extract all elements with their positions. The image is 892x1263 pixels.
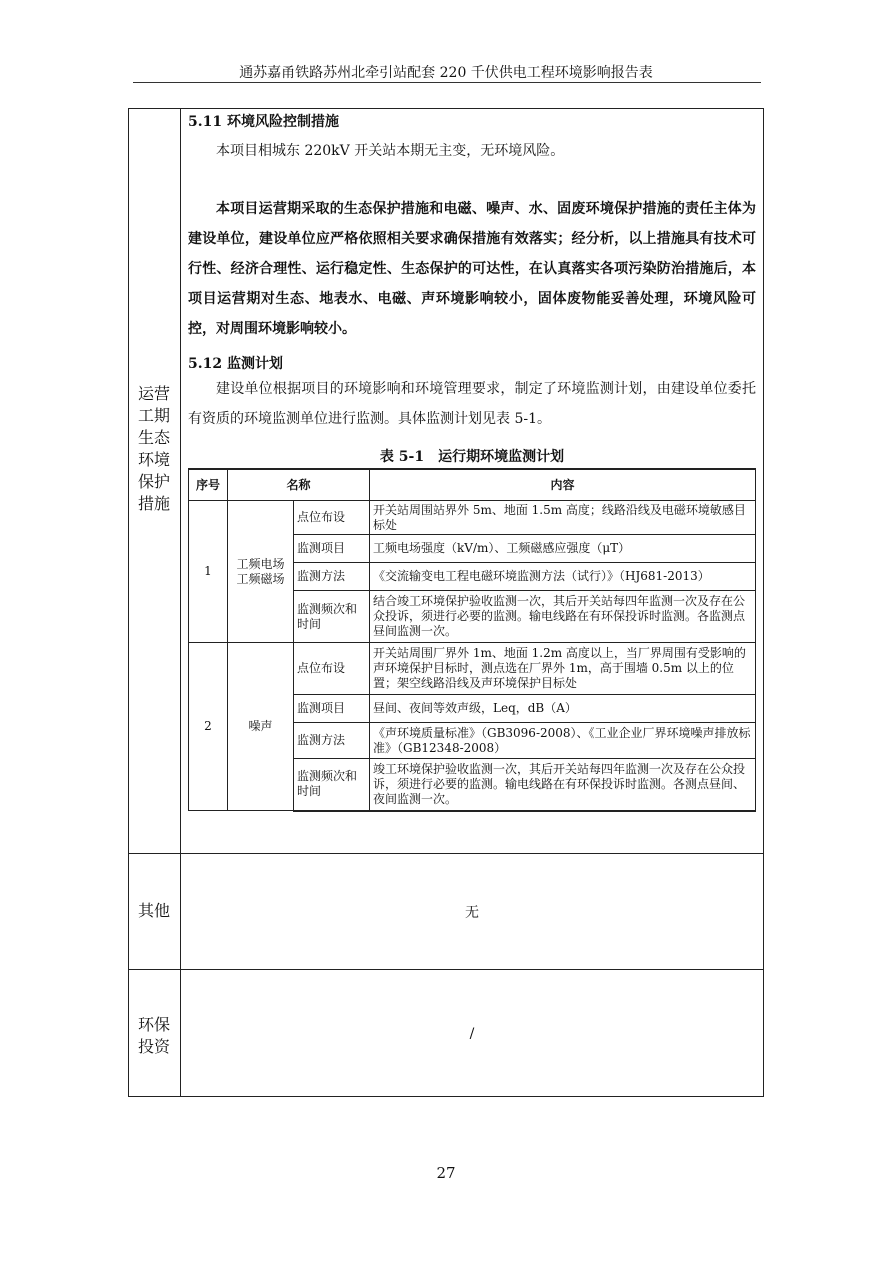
row-content: 开关站周围厂界外 1m、地面 1.2m 高度以上，当厂界周围有受影响的声环境保护目标时，测点选在厂界外 1m，高于围墙 0.5m 以上的位置；架空线路沿线及声环境保护目标处 [370,643,756,695]
other-value: 无 [465,905,479,921]
row-item: 监测频次和时间 [294,759,370,811]
group-2-no: 2 [189,643,228,811]
row-divider-1 [128,853,764,854]
label-line: 运营 [137,384,170,403]
row-content: 工频电场强度（kV/m）、工频磁感应强度（μT） [370,535,756,563]
group-2-name: 噪声 [228,643,294,811]
row-content: 昼间、夜间等效声级，Leq，dB（A） [370,695,756,723]
label-line: 措施 [137,494,170,513]
row-item: 监测方法 [294,723,370,759]
header-rule [133,82,761,83]
table-row [189,501,756,535]
page-number: 27 [436,1164,456,1182]
header-name: 名称 [228,469,370,501]
label-column-divider [180,108,181,1097]
label-line: 环保 [137,1015,170,1034]
row-item: 监测方法 [294,563,370,591]
row-content: 开关站周围站界外 5m、地面 1.5m 高度；线路沿线及电磁环境敏感目标处 [370,501,756,535]
label-line: 生态 [137,428,170,447]
row-content: 《声环境质量标准》（GB3096-2008）、《工业企业厂界环境噪声排放标准》（GB12348-2008） [370,723,756,759]
row-label-env-investment [128,1014,180,1058]
table-caption: 表 5-1 运行期环境监测计划 [379,449,565,465]
label-line: 工期 [137,406,170,425]
row-item: 点位布设 [294,643,370,695]
section-5-12-title: 5.12 监测计划 [188,356,283,372]
row-item: 监测频次和时间 [294,591,370,643]
row-item: 监测项目 [294,535,370,563]
row-content: 结合竣工环境保护验收监测一次，其后开关站每四年监测一次及存在公众投诉，须进行必要的监测。输电线路在有环保投诉时监测。各监测点昼间监测一次。 [370,591,756,643]
row-label-other: 其他 [137,901,170,920]
label-line: 投资 [137,1037,170,1056]
row-item: 点位布设 [294,501,370,535]
page-header: 通苏嘉甬铁路苏州北牵引站配套 220 千伏供电工程环境影响报告表 [239,65,653,81]
section-5-11-title: 5.11 环境风险控制措施 [188,114,339,130]
row-item: 监测项目 [294,695,370,723]
header-no: 序号 [189,469,228,501]
table-row [189,643,756,695]
section-5-11-text: 本项目相城东 220kV 开关站本期无主变，无环境风险。 [216,143,565,159]
header-content: 内容 [370,469,756,501]
table-header-row [189,469,756,501]
row-content: 竣工环境保护验收监测一次，其后开关站每四年监测一次及存在公众投诉，须进行必要的监测。输电线路在有环保投诉时监测。各测点昼间、夜间监测一次。 [370,759,756,811]
env-investment-value: / [469,1026,475,1042]
group-1-name: 工频电场 工频磁场 [228,501,294,643]
row-divider-2 [128,969,764,970]
group-1-no: 1 [189,501,228,643]
label-line: 保护 [137,472,170,491]
monitoring-plan-table [188,468,756,812]
label-line: 环境 [137,450,170,469]
summary-paragraph: 本项目运营期采取的生态保护措施和电磁、噪声、水、固废环境保护措施的责任主体为建设单位，建设单位应严格依照相关要求确保措施有效落实；经分析，以上措施具有技术可行性、经济合理性、运行稳定性、生态保护的可达性，在认真落实各项污染防治措施后，本项目运营期对生态、地表水、电磁、声环境影响较小，固体废物能妥善处理，环境风险可控，对周围环境影响较小。 [188,201,756,337]
row-content: 《交流输变电工程电磁环境监测方法（试行）》（HJ681-2013） [370,563,756,591]
row-label-operation-measures [128,383,180,515]
section-5-12-text: 建设单位根据项目的环境影响和环境管理要求，制定了环境监测计划，由建设单位委托有资质的环境监测单位进行监测。具体监测计划见表 5-1。 [188,381,756,427]
